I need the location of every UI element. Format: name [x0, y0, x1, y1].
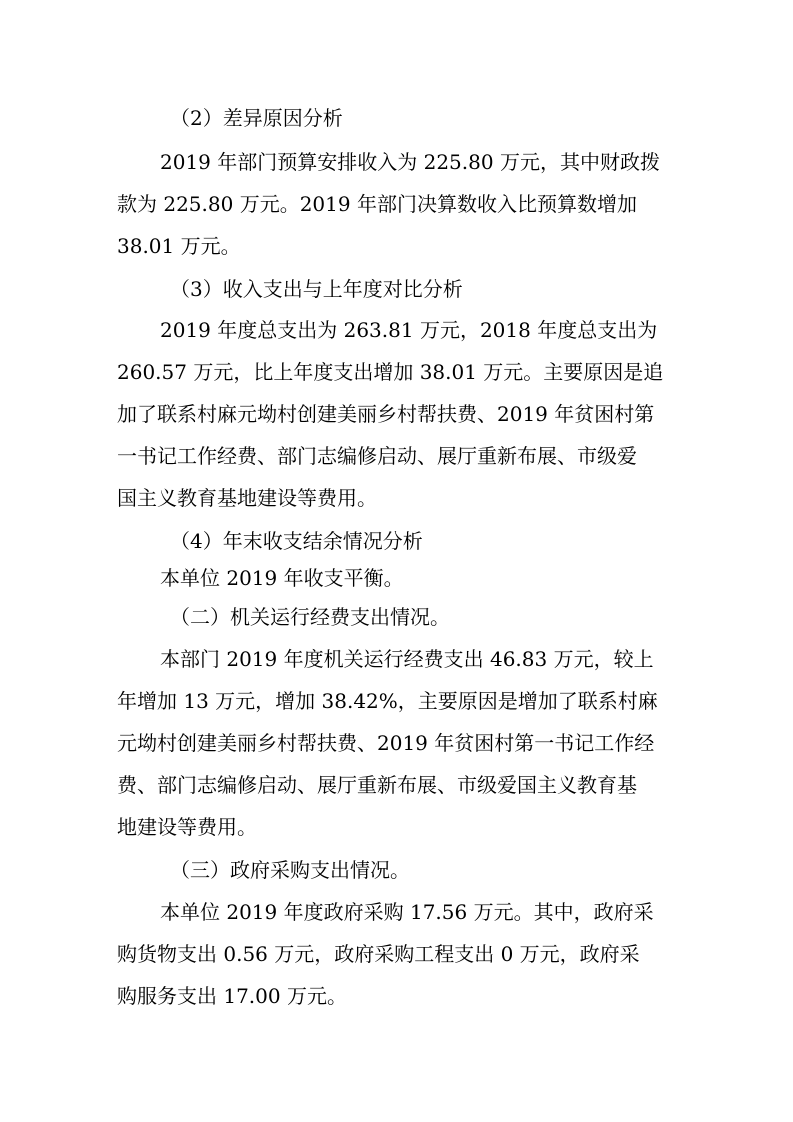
- paragraph-line: 加了联系村麻元坳村创建美丽乡村帮扶费、2019 年贫困村第: [117, 402, 655, 426]
- part-heading-operating-expenses: （二）机关运行经费支出情况。: [170, 605, 450, 629]
- paragraph-line: 年增加 13 万元，增加 38.42%，主要原因是增加了联系村麻: [117, 689, 658, 713]
- paragraph-line: 购货物支出 0.56 万元，政府采购工程支出 0 万元，政府采: [117, 942, 640, 966]
- paragraph-line: 本单位 2019 年收支平衡。: [160, 566, 404, 590]
- paragraph-line: 260.57 万元，比上年度支出增加 38.01 万元。主要原因是追: [117, 360, 664, 384]
- section-heading-difference-analysis: （2）差异原因分析: [170, 106, 343, 130]
- paragraph-line: 元坳村创建美丽乡村帮扶费、2019 年贫困村第一书记工作经: [117, 731, 655, 755]
- paragraph-line: 本部门 2019 年度机关运行经费支出 46.83 万元，较上: [160, 647, 654, 671]
- paragraph-line: 款为 225.80 万元。2019 年部门决算数收入比预算数增加: [117, 192, 637, 216]
- paragraph-line: 2019 年部门预算安排收入为 225.80 万元，其中财政拨: [160, 150, 660, 174]
- paragraph-line: 购服务支出 17.00 万元。: [117, 984, 347, 1008]
- part-heading-government-procurement: （三）政府采购支出情况。: [170, 858, 410, 882]
- section-heading-year-comparison: （3）收入支出与上年度对比分析: [170, 277, 463, 301]
- paragraph-line: 国主义教育基地建设等费用。: [117, 486, 377, 510]
- paragraph-line: 一书记工作经费、部门志编修启动、展厅重新布展、市级爱: [117, 444, 637, 468]
- paragraph-line: 本单位 2019 年度政府采购 17.56 万元。其中，政府采: [160, 900, 654, 924]
- section-heading-year-end-balance: （4）年末收支结余情况分析: [170, 529, 423, 553]
- paragraph-line: 费、部门志编修启动、展厅重新布展、市级爱国主义教育基: [117, 773, 637, 797]
- paragraph-line: 2019 年度总支出为 263.81 万元，2018 年度总支出为: [160, 318, 658, 342]
- paragraph-line: 38.01 万元。: [117, 234, 241, 258]
- paragraph-line: 地建设等费用。: [117, 815, 257, 839]
